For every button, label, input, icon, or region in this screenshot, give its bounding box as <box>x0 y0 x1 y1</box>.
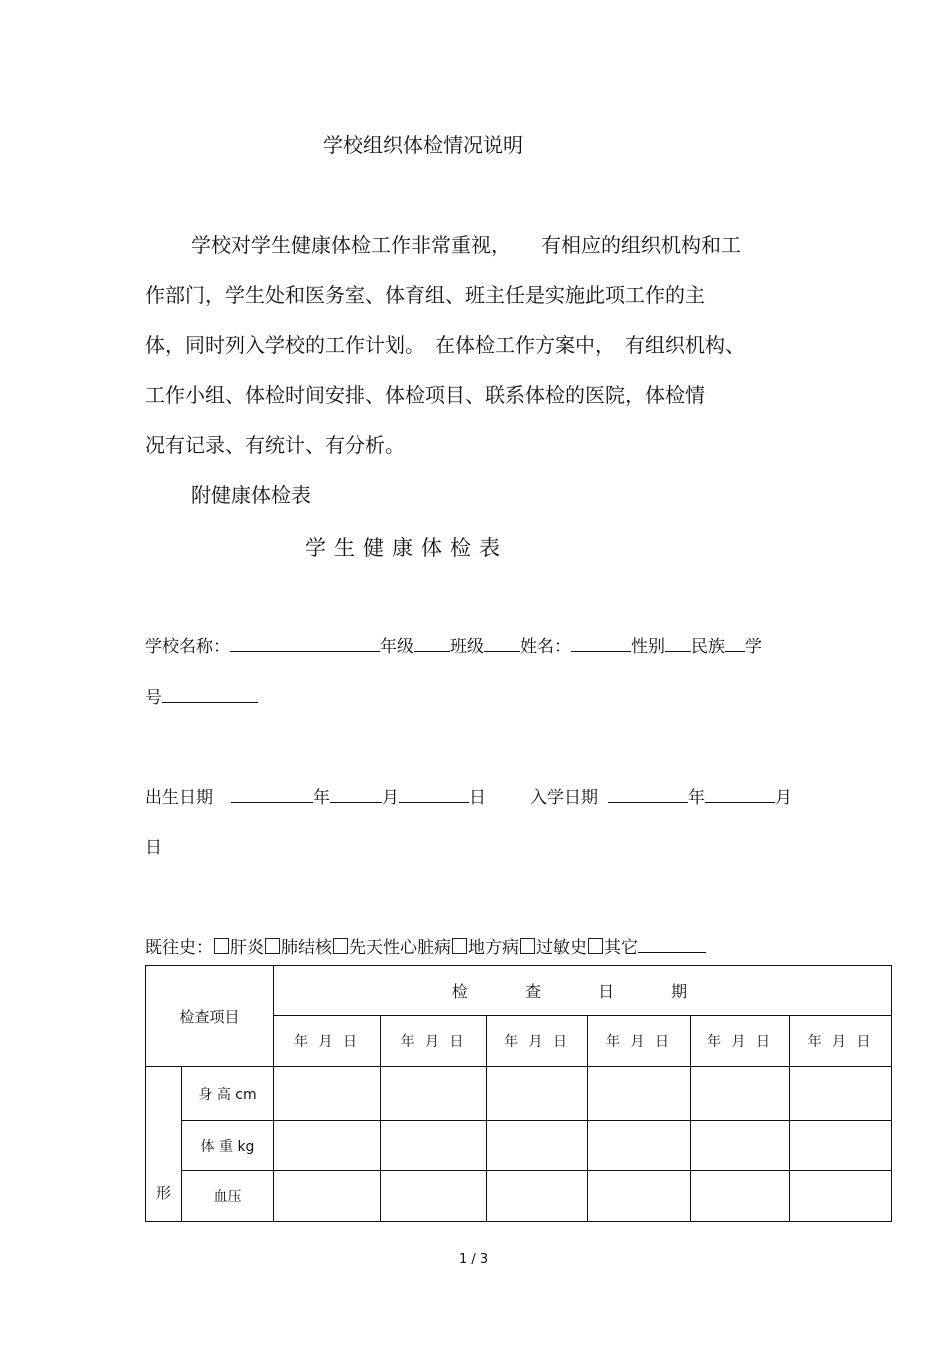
other-blank[interactable] <box>638 935 706 953</box>
paragraph-line: 作部门，学生处和医务室、体育组、班主任是实施此项工作的主 <box>145 283 705 307</box>
table-cell[interactable] <box>274 1171 381 1222</box>
enroll-month-blank[interactable] <box>705 785 775 803</box>
dates-line <box>145 783 792 808</box>
item-header: 检查项目 <box>146 966 274 1067</box>
date-column-header: 年 月 日 <box>588 1016 691 1067</box>
name-label: 姓名： <box>520 637 571 657</box>
date-column-header: 年 月 日 <box>790 1016 892 1067</box>
birth-month-blank[interactable] <box>330 785 382 803</box>
class-label: 班级 <box>450 637 484 657</box>
table-cell[interactable] <box>274 1121 381 1171</box>
year-label: 年 <box>688 788 705 808</box>
table-cell[interactable] <box>487 1171 588 1222</box>
birth-day-blank[interactable] <box>399 785 469 803</box>
table-row <box>146 1171 892 1222</box>
allergy-checkbox[interactable] <box>520 938 535 954</box>
gender-label: 性别 <box>631 637 665 657</box>
paragraph-line: 体，同时列入学校的工作计划。 在体检工作方案中， 有组织机构、 <box>145 333 745 357</box>
history-option: 肺结核 <box>281 938 332 958</box>
date-column-header: 年 月 日 <box>691 1016 790 1067</box>
name-blank[interactable] <box>571 634 631 652</box>
table-cell[interactable] <box>790 1171 892 1222</box>
table-cell[interactable] <box>381 1171 487 1222</box>
school-name-label: 学校名称： <box>145 637 230 657</box>
endemic-disease-checkbox[interactable] <box>452 938 467 954</box>
day-label: 日 <box>145 838 162 858</box>
page-number: 1 / 3 <box>459 1252 489 1267</box>
table-cell[interactable] <box>790 1067 892 1121</box>
tuberculosis-checkbox[interactable] <box>265 938 280 954</box>
student-id-line <box>145 683 258 708</box>
history-label: 既往史： <box>145 938 213 958</box>
table-cell[interactable] <box>588 1067 691 1121</box>
table-cell[interactable] <box>691 1121 790 1171</box>
school-name-blank[interactable] <box>230 634 380 652</box>
grade-blank[interactable] <box>414 634 450 652</box>
enroll-year-blank[interactable] <box>608 785 688 803</box>
table-row <box>146 1121 892 1171</box>
gender-blank[interactable] <box>665 634 691 652</box>
table-cell[interactable] <box>588 1171 691 1222</box>
table-cell[interactable] <box>691 1171 790 1222</box>
history-option: 肝炎 <box>230 938 264 958</box>
row-label: 体 重 kg <box>182 1121 274 1171</box>
month-label: 月 <box>775 788 792 808</box>
row-label: 血压 <box>182 1171 274 1222</box>
group-label: 形 <box>146 1067 182 1222</box>
birth-year-blank[interactable] <box>231 785 313 803</box>
history-option: 过敏史 <box>536 938 587 958</box>
date-column-header: 年 月 日 <box>274 1016 381 1067</box>
enroll-date-label: 入学日期 <box>530 788 598 808</box>
heart-disease-checkbox[interactable] <box>333 938 348 954</box>
other-checkbox[interactable] <box>588 938 603 954</box>
student-info-line <box>145 632 762 657</box>
paragraph-line: 工作小组、体检时间安排、体检项目、联系体检的医院，体检情 <box>145 383 705 407</box>
history-option: 其它 <box>604 938 638 958</box>
table-cell[interactable] <box>487 1121 588 1171</box>
hepatitis-checkbox[interactable] <box>214 938 229 954</box>
class-blank[interactable] <box>484 634 520 652</box>
table-cell[interactable] <box>790 1121 892 1171</box>
ethnicity-label: 民族 <box>691 637 725 657</box>
paragraph-line: 学校对学生健康体检工作非常重视， 有相应的组织机构和工 <box>191 233 741 257</box>
table-cell[interactable] <box>487 1067 588 1121</box>
document-title: 学校组织体检情况说明 <box>323 133 523 157</box>
student-id-label: 号 <box>145 688 162 708</box>
date-column-header: 年 月 日 <box>487 1016 588 1067</box>
birth-date-label: 出生日期 <box>145 788 213 808</box>
ethnicity-blank[interactable] <box>725 634 745 652</box>
date-column-header: 年 月 日 <box>381 1016 487 1067</box>
table-cell[interactable] <box>588 1121 691 1171</box>
history-option: 地方病 <box>468 938 519 958</box>
table-cell[interactable] <box>381 1121 487 1171</box>
table-cell[interactable] <box>381 1067 487 1121</box>
medical-history-line <box>145 933 706 958</box>
student-id-blank[interactable] <box>162 685 258 703</box>
grade-label: 年级 <box>380 637 414 657</box>
history-option: 先天性心脏病 <box>349 938 451 958</box>
table-row <box>146 1067 892 1121</box>
table-cell[interactable] <box>691 1067 790 1121</box>
enroll-day-line <box>145 833 162 858</box>
paragraph-line: 况有记录、有统计、有分析。 <box>145 433 405 457</box>
student-id-label: 学 <box>745 637 762 657</box>
table-title: 学生健康体检表 <box>305 536 508 560</box>
dates-header: 检 查 日 期 <box>274 966 892 1016</box>
year-label: 年 <box>313 788 330 808</box>
exam-table <box>145 965 892 1222</box>
attachment-label: 附健康体检表 <box>191 483 311 507</box>
month-label: 月 <box>382 788 399 808</box>
day-label: 日 <box>469 788 486 808</box>
table-cell[interactable] <box>274 1067 381 1121</box>
row-label: 身 高 cm <box>182 1067 274 1121</box>
